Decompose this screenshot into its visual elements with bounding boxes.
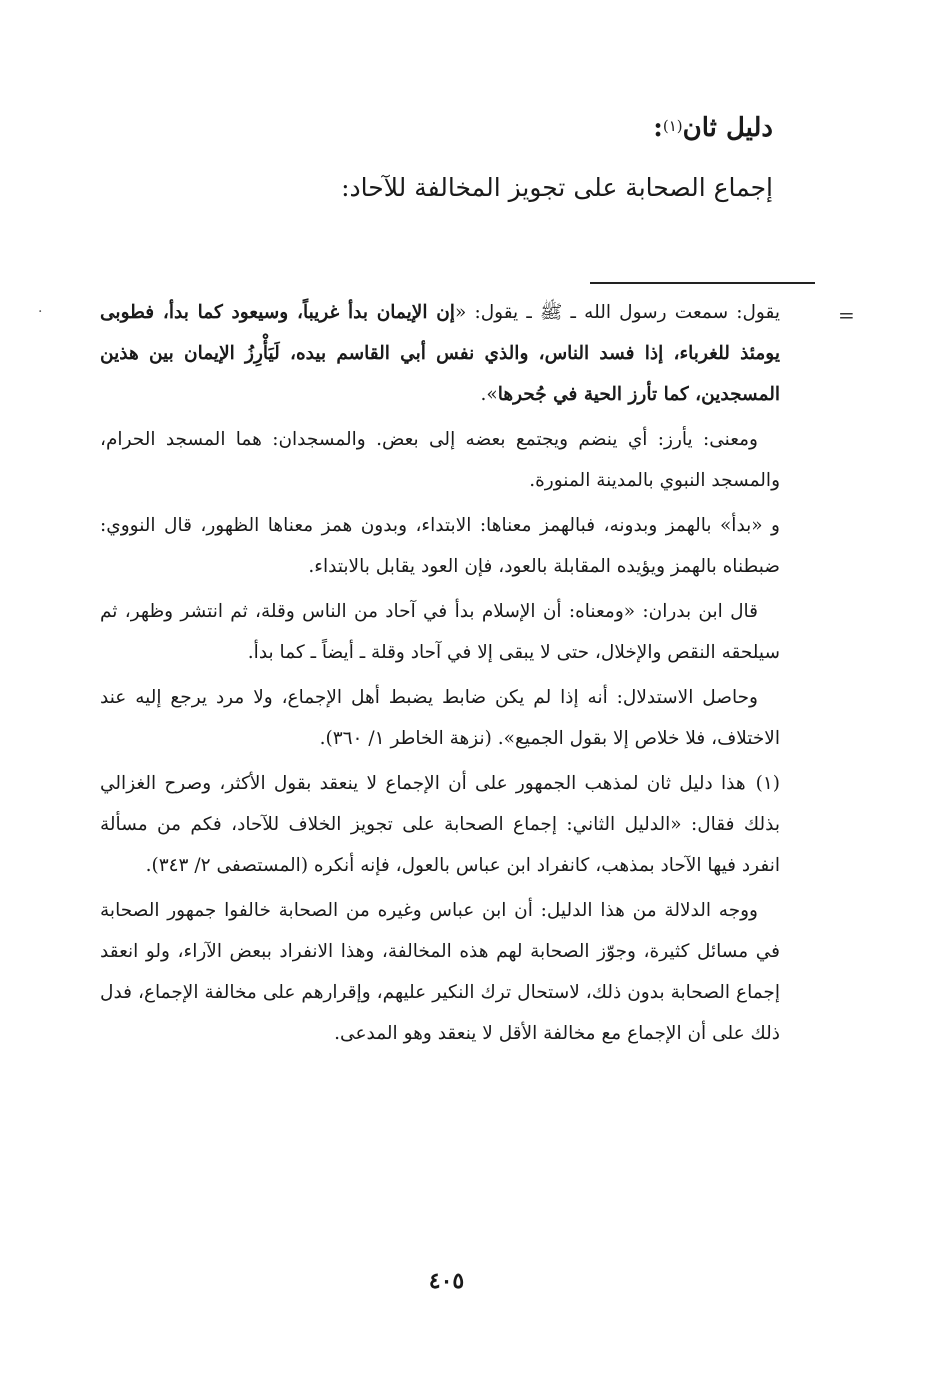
hadith-intro-text: يقول: سمعت رسول الله ـ ﷺ ـ يقول: « xyxy=(454,302,780,323)
footnote-paragraph: و «بدأ» بالهمز وبدونه، فبالهمز معناها: الابتداء، وبدون همز معناها الظهور، قال النووي: ضبطناه بالهمز ويؤيده المقابلة بالعود، فإن العود يقابل بالابتداء. xyxy=(100,515,780,577)
footnotes-area xyxy=(100,292,780,1058)
footnote-paragraph: وحاصل الاستدلال: أنه إذا لم يكن ضابط يضبط أهل الإجماع، ولا مرد يرجع إليه عند الاختلاف، فلا خلاص إلا بقول الجميع». (نزهة الخاطر ١/ ٣٦٠). xyxy=(100,687,780,749)
section-heading xyxy=(653,108,773,148)
hadith-close-text: ». xyxy=(480,384,498,405)
heading-colon: : xyxy=(653,113,663,143)
continuation-mark: = xyxy=(838,303,855,327)
footnote-continuation-paragraph xyxy=(100,292,780,415)
page-number: ٤٠٥ xyxy=(428,1268,465,1294)
footnote-separator-rule xyxy=(590,282,815,284)
hadith-quote-text: إن الإيمان بدأ غريباً، وسيعود كما بدأ، فطوبى يومئذ للغرباء، إذا فسد الناس، والذي نفس أبي القاسم بيده، لَيَأْرِزُ الإيمان بين هذين المسجدين، كما تأرز الحية في جُحرها xyxy=(100,302,780,405)
footnote-paragraph: قال ابن بدران: «ومعناه: أن الإسلام بدأ في آحاد من الناس وقلة، ثم انتشر وظهر، ثم سيلحقه النقص والإخلال، حتى لا يبقى إلا في آحاد وقلة ـ أيضاً ـ كما بدأ. xyxy=(100,601,780,663)
footnote-reference[interactable]: (١) xyxy=(662,117,683,135)
section-subheading: إجماع الصحابة على تجويز المخالفة للآحاد: xyxy=(341,173,773,202)
footnote-paragraph: ومعنى: يأرز: أي ينضم ويجتمع بعضه إلى بعض. والمسجدان: هما المسجد الحرام، والمسجد النبوي بالمدينة المنورة. xyxy=(100,429,780,491)
scan-speck: · xyxy=(38,304,43,320)
footnote-paragraph: ووجه الدلالة من هذا الدليل: أن ابن عباس وغيره من الصحابة خالفوا جمهور الصحابة في مسائل كثيرة، وجوّز الصحابة لهم هذه المخالفة، وهذا الانفراد ببعض الآراء، ولو انعقد إجماع الصحابة بدون ذلك، لاستحال ترك النكير عليهم، وإقرارهم على مخالفة الإجماع، فدل ذلك على أن الإجماع مع مخالفة الأقل لا ينعقد وهو المدعى. xyxy=(100,900,780,1044)
footnote-text: هذا دليل ثان لمذهب الجمهور على أن الإجماع لا ينعقد بقول الأكثر، وصرح الغزالي بذلك فقال: «الدليل الثاني: إجماع الصحابة على تجويز الخلاف للآحاد، فكم من مسألة انفرد فيها الآحاد بمذهب، كانفراد ابن عباس بالعول، فإنه أنكره (المستصفى ٢/ ٣٤٣). xyxy=(100,773,780,876)
footnote-number: (١) xyxy=(755,773,780,794)
heading-title: دليل ثان xyxy=(682,113,773,143)
footnote-1 xyxy=(100,763,780,886)
